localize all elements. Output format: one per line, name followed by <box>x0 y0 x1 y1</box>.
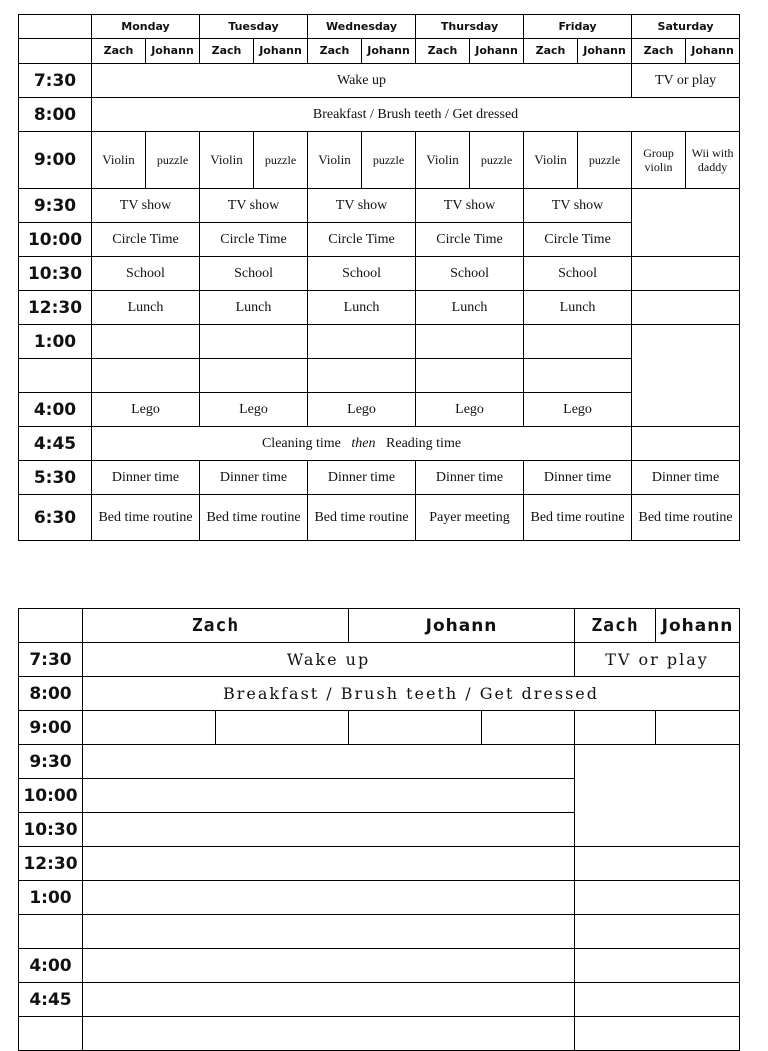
day-header-tuesday: Tuesday <box>200 15 308 39</box>
activity-cell: Breakfast / Brush teeth / Get dressed <box>83 677 740 711</box>
activity-cell: TV show <box>92 189 200 223</box>
empty-cell <box>575 983 740 1017</box>
empty-cell <box>200 325 308 359</box>
cleaning-time-text: Cleaning time <box>261 435 341 451</box>
empty-cell <box>308 325 416 359</box>
kid-header: Johann <box>254 39 308 64</box>
kid-header: Johann <box>362 39 416 64</box>
empty-cell <box>83 711 216 745</box>
activity-cell: Dinner time <box>632 461 740 495</box>
activity-cell: Bed time routine <box>524 495 632 541</box>
empty-cell <box>83 915 575 949</box>
empty-cell <box>632 291 740 325</box>
empty-cell <box>83 983 575 1017</box>
time-label: 4:00 <box>19 393 92 427</box>
time-label: 4:45 <box>19 983 83 1017</box>
activity-cell: Violin <box>92 132 146 189</box>
empty-cell <box>575 881 740 915</box>
day-header-monday: Monday <box>92 15 200 39</box>
activity-cell: Circle Time <box>416 223 524 257</box>
activity-cell: puzzle <box>146 132 200 189</box>
time-label <box>19 915 83 949</box>
activity-cell: Wake up <box>92 64 632 98</box>
empty-cell <box>92 359 200 393</box>
kid-header: Zach <box>200 39 254 64</box>
empty-cell <box>575 711 656 745</box>
day-header-saturday: Saturday <box>632 15 740 39</box>
empty-cell <box>92 325 200 359</box>
activity-cell: Lunch <box>92 291 200 325</box>
kid-header-johann: Johann <box>656 609 740 643</box>
empty-cell <box>19 1017 83 1051</box>
activity-cell: Violin <box>524 132 578 189</box>
activity-cell: Dinner time <box>308 461 416 495</box>
time-label: 8:00 <box>19 98 92 132</box>
activity-cell: School <box>524 257 632 291</box>
empty-cell <box>482 711 575 745</box>
empty-cell <box>83 949 575 983</box>
activity-cell: Bed time routine <box>200 495 308 541</box>
time-label: 9:30 <box>19 189 92 223</box>
activity-cell: TV or play <box>575 643 740 677</box>
activity-cell: Circle Time <box>308 223 416 257</box>
time-label: 6:30 <box>19 495 92 541</box>
kid-header: Zach <box>308 39 362 64</box>
time-label: 9:00 <box>19 132 92 189</box>
empty-cell <box>632 427 740 461</box>
activity-cell: Lego <box>416 393 524 427</box>
kid-header: Johann <box>578 39 632 64</box>
activity-cell: School <box>200 257 308 291</box>
activity-cell: School <box>308 257 416 291</box>
activity-cell: Bed time routine <box>632 495 740 541</box>
activity-cell: TV show <box>200 189 308 223</box>
activity-cell: puzzle <box>362 132 416 189</box>
time-label: 1:00 <box>19 881 83 915</box>
reading-time-text: Reading time <box>386 435 462 451</box>
activity-cell: Lunch <box>308 291 416 325</box>
activity-cell: Violin <box>416 132 470 189</box>
activity-cell: Group violin <box>632 132 686 189</box>
activity-cell: puzzle <box>578 132 632 189</box>
activity-cell: Lunch <box>416 291 524 325</box>
activity-cell: Lego <box>200 393 308 427</box>
kid-header: Zach <box>92 39 146 64</box>
activity-cell: puzzle <box>254 132 308 189</box>
kid-header: Johann <box>686 39 740 64</box>
corner-cell <box>19 15 92 39</box>
activity-cell: Circle Time <box>200 223 308 257</box>
activity-cell: TV show <box>416 189 524 223</box>
empty-cell <box>349 711 482 745</box>
empty-cell <box>83 779 575 813</box>
time-label: 10:00 <box>19 779 83 813</box>
empty-cell <box>575 915 740 949</box>
activity-cell: Dinner time <box>92 461 200 495</box>
kid-header: Zach <box>416 39 470 64</box>
empty-cell <box>83 745 575 779</box>
kid-header-zach: Zach <box>575 609 656 643</box>
empty-cell <box>308 359 416 393</box>
activity-cell: Lego <box>92 393 200 427</box>
kid-header-zach: Zach <box>83 609 349 643</box>
day-header-friday: Friday <box>524 15 632 39</box>
kid-header: Zach <box>524 39 578 64</box>
empty-cell <box>83 1017 575 1051</box>
activity-cell: Lunch <box>200 291 308 325</box>
time-label: 9:30 <box>19 745 83 779</box>
empty-cell <box>632 257 740 291</box>
time-label: 4:45 <box>19 427 92 461</box>
empty-cell <box>416 359 524 393</box>
time-label: 4:00 <box>19 949 83 983</box>
empty-cell <box>632 325 740 427</box>
kid-header: Zach <box>632 39 686 64</box>
empty-cell <box>575 847 740 881</box>
activity-cell: Dinner time <box>416 461 524 495</box>
activity-cell: TV show <box>524 189 632 223</box>
activity-cell: TV or play <box>632 64 740 98</box>
time-label: 8:00 <box>19 677 83 711</box>
activity-cell: Circle Time <box>92 223 200 257</box>
time-label: 7:30 <box>19 64 92 98</box>
weekly-schedule-table <box>18 14 740 541</box>
activity-cell: Circle Time <box>524 223 632 257</box>
activity-cell: School <box>416 257 524 291</box>
activity-cell: Lunch <box>524 291 632 325</box>
activity-cell: Dinner time <box>200 461 308 495</box>
day-header-thursday: Thursday <box>416 15 524 39</box>
kid-header: Johann <box>146 39 200 64</box>
time-label: 10:30 <box>19 813 83 847</box>
time-label: 1:00 <box>19 325 92 359</box>
empty-cell <box>575 1017 740 1051</box>
activity-cell: Bed time routine <box>308 495 416 541</box>
time-label: 12:30 <box>19 847 83 881</box>
activity-cell: Breakfast / Brush teeth / Get dressed <box>92 98 740 132</box>
activity-cell: TV show <box>308 189 416 223</box>
empty-cell <box>83 847 575 881</box>
empty-cell <box>524 325 632 359</box>
activity-cell: Dinner time <box>524 461 632 495</box>
activity-cell: Violin <box>200 132 254 189</box>
empty-cell <box>200 359 308 393</box>
activity-cell: Violin <box>308 132 362 189</box>
activity-cell: Lego <box>524 393 632 427</box>
activity-cell: puzzle <box>470 132 524 189</box>
time-label: 12:30 <box>19 291 92 325</box>
activity-cell: Wake up <box>83 643 575 677</box>
activity-cell: Wii with daddy <box>686 132 740 189</box>
activity-cell: Lego <box>308 393 416 427</box>
daily-schedule-template-table <box>18 608 740 1051</box>
corner-cell <box>19 609 83 643</box>
activity-cell: Payer meeting <box>416 495 524 541</box>
activity-cell <box>92 427 632 461</box>
empty-cell <box>656 711 740 745</box>
time-label <box>19 359 92 393</box>
time-label: 9:00 <box>19 711 83 745</box>
empty-cell <box>575 745 740 847</box>
day-header-wednesday: Wednesday <box>308 15 416 39</box>
empty-cell <box>83 881 575 915</box>
activity-cell: Bed time routine <box>92 495 200 541</box>
time-label: 5:30 <box>19 461 92 495</box>
kid-header: Johann <box>470 39 524 64</box>
time-label: 10:00 <box>19 223 92 257</box>
empty-cell <box>575 949 740 983</box>
empty-cell <box>632 189 740 257</box>
activity-cell: School <box>92 257 200 291</box>
empty-cell <box>416 325 524 359</box>
kid-header-johann: Johann <box>349 609 575 643</box>
time-label: 10:30 <box>19 257 92 291</box>
corner-cell <box>19 39 92 64</box>
then-text: then <box>351 435 376 451</box>
empty-cell <box>524 359 632 393</box>
empty-cell <box>216 711 349 745</box>
empty-cell <box>83 813 575 847</box>
time-label: 7:30 <box>19 643 83 677</box>
